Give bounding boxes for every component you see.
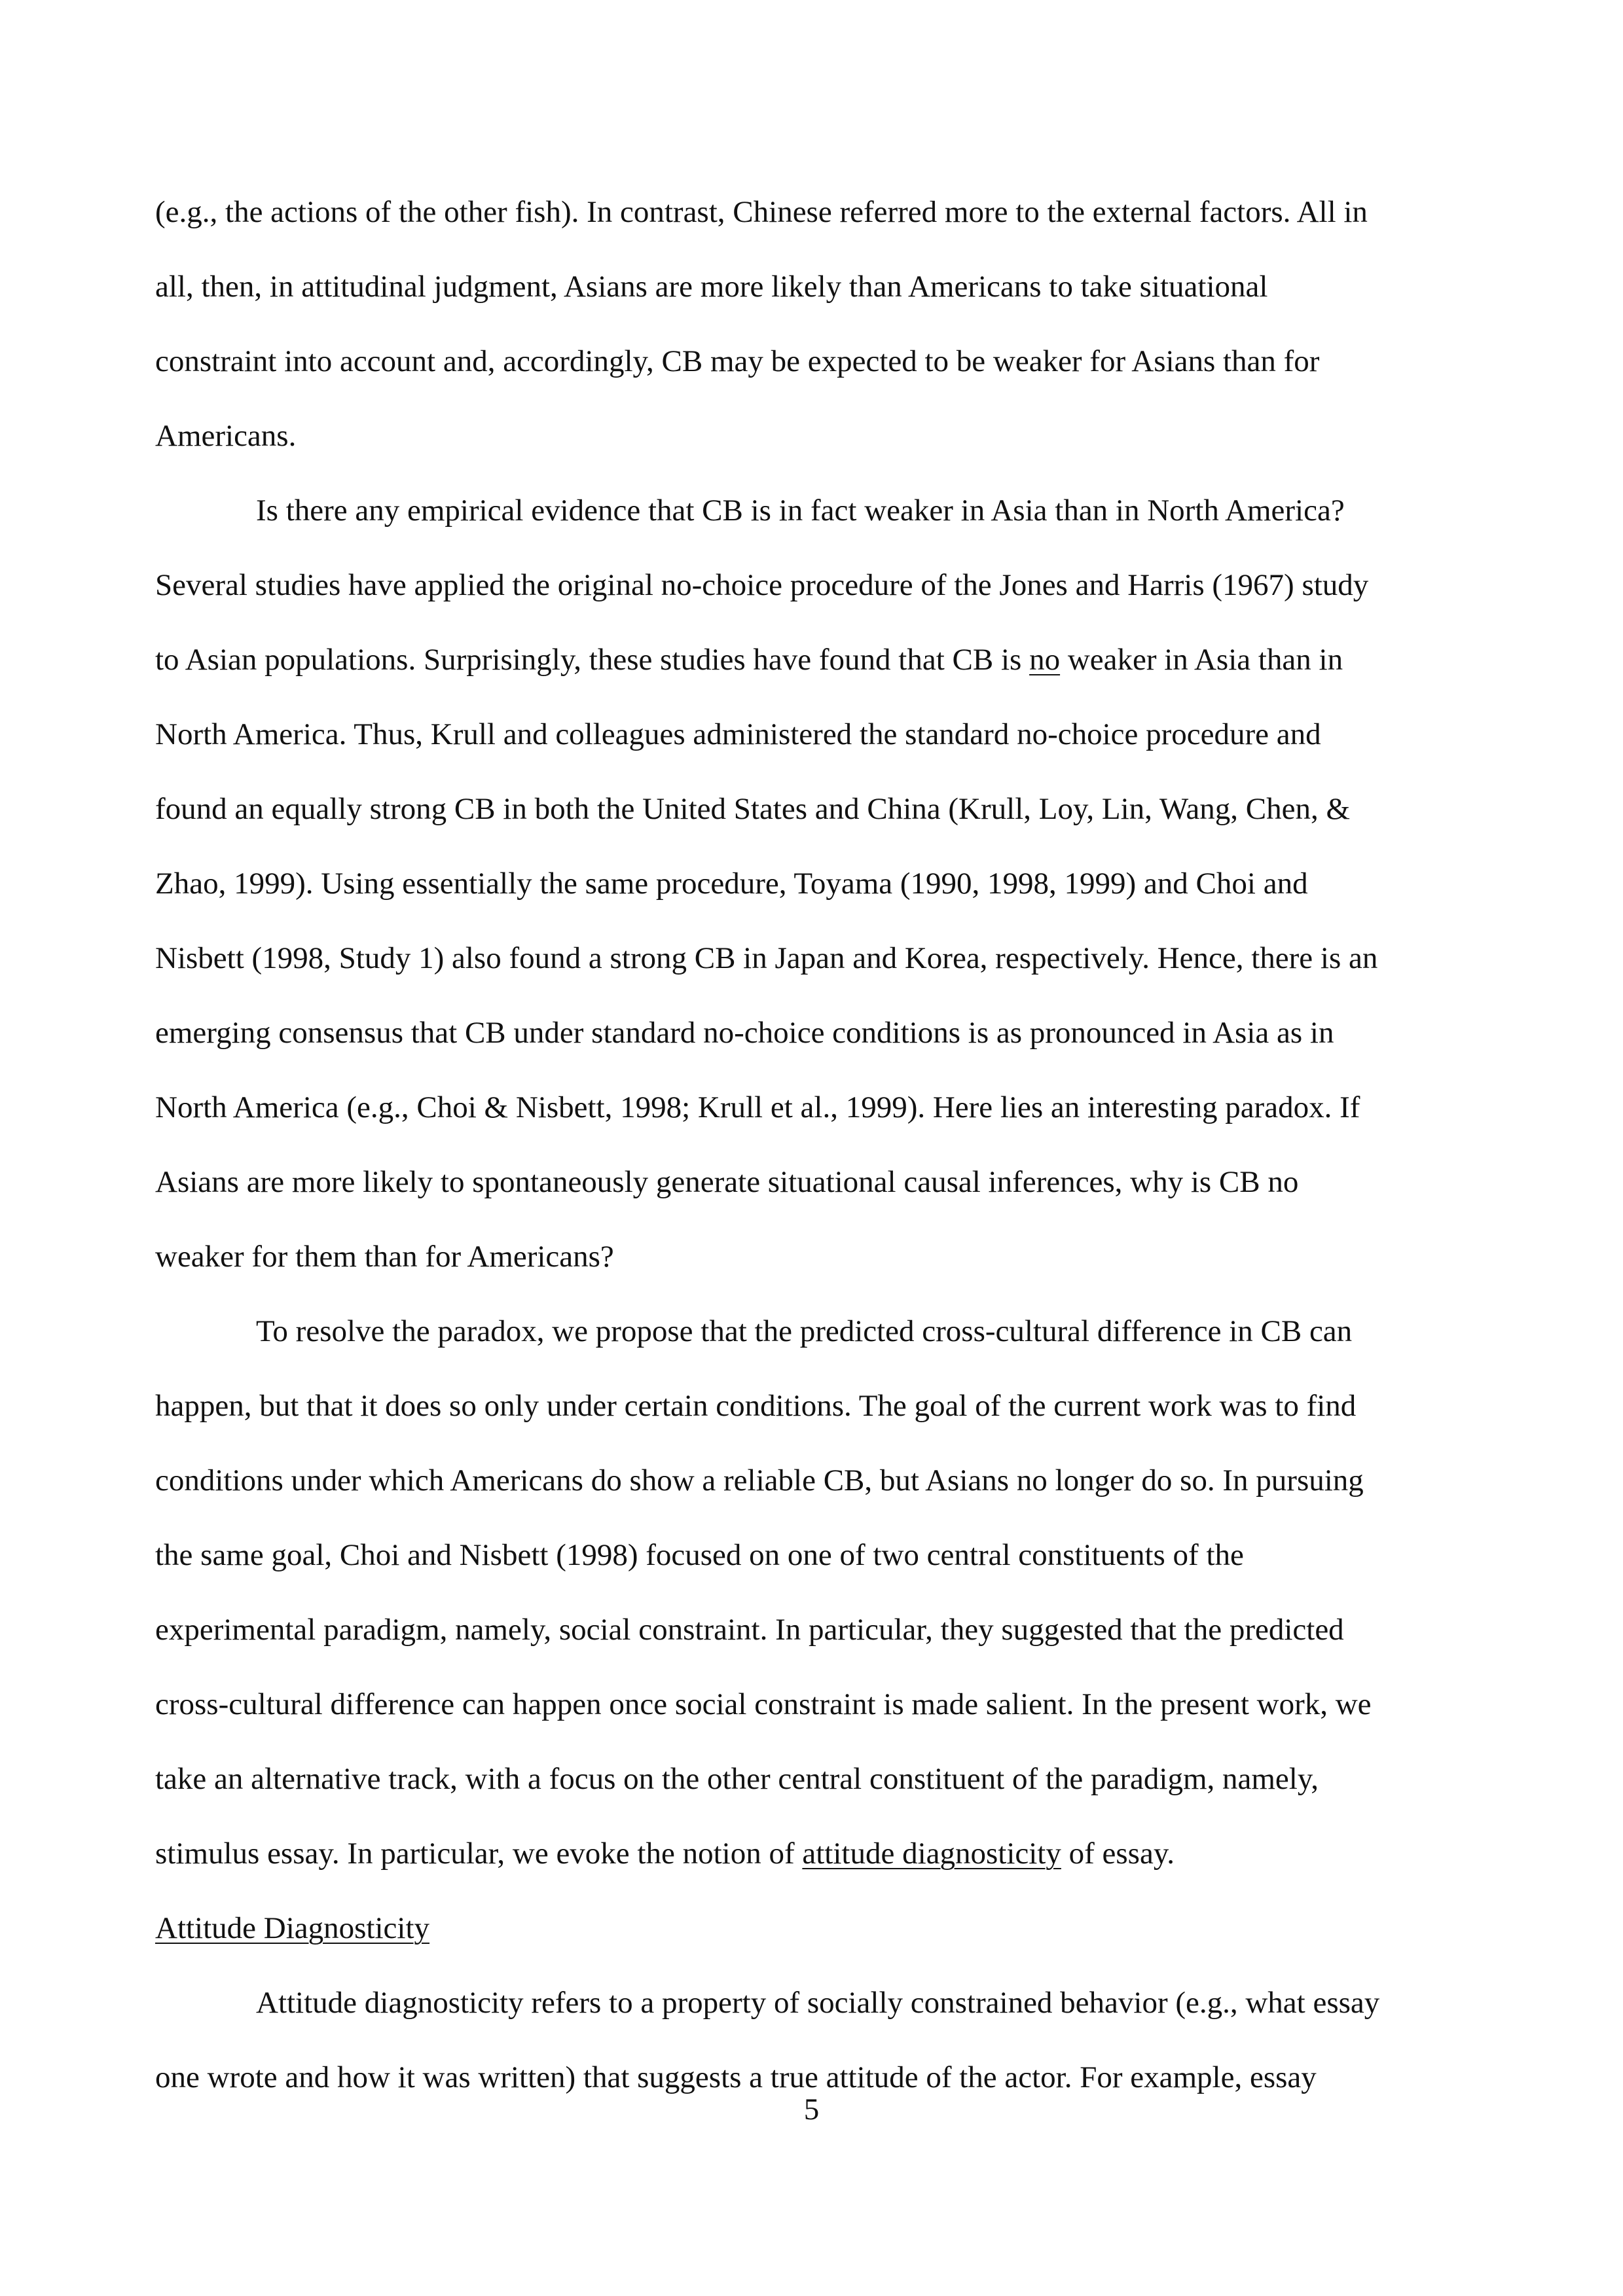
text-line: (e.g., the actions of the other fish). In contrast, Chinese referred more to the external factors. All in [155,195,1368,229]
section-heading [155,1910,429,1946]
text-segment: of essay. [1061,1837,1175,1871]
text-line: constraint into account and, accordingly, CB may be expected to be weaker for Asians than for [155,344,1320,378]
text-line [155,641,1343,678]
text-line: Nisbett (1998, Study 1) also found a strong CB in Japan and Korea, respectively. Hence, there is an [155,941,1378,975]
text-line: Attitude diagnosticity refers to a property of socially constrained behavior (e.g., what essay [256,1986,1380,2020]
text-line [155,1835,1175,1872]
text-line: experimental paradigm, namely, social constraint. In particular, they suggested that the predicted [155,1613,1344,1647]
text-line: Several studies have applied the original no-choice procedure of the Jones and Harris (1967) study [155,568,1369,602]
text-line: North America. Thus, Krull and colleagues administered the standard no-choice procedure and [155,717,1321,751]
text-segment: to Asian populations. Surprisingly, these studies have found that CB is [155,643,1030,677]
text-line: To resolve the paradox, we propose that the predicted cross-cultural difference in CB can [256,1314,1353,1348]
text-line: found an equally strong CB in both the United States and China (Krull, Loy, Lin, Wang, Chen, & [155,792,1351,826]
page-number: 5 [803,2092,820,2126]
text-line: the same goal, Choi and Nisbett (1998) focused on one of two central constituents of the [155,1538,1244,1572]
text-line: Asians are more likely to spontaneously generate situational causal inferences, why is CB no [155,1165,1299,1199]
text-line: happen, but that it does so only under certain conditions. The goal of the current work was to find [155,1389,1357,1423]
text-line: emerging consensus that CB under standard no-choice conditions is as pronounced in Asia as in [155,1016,1334,1050]
text-line: conditions under which Americans do show a reliable CB, but Asians no longer do so. In pursuing [155,1463,1364,1498]
text-line: take an alternative track, with a focus on the other central constituent of the paradigm, namely, [155,1762,1319,1796]
text-line: Zhao, 1999). Using essentially the same procedure, Toyama (1990, 1998, 1999) and Choi and [155,867,1308,901]
underlined-term: attitude diagnosticity [802,1837,1061,1871]
text-line: Is there any empirical evidence that CB is in fact weaker in Asia than in North America? [256,493,1345,528]
text-line: Americans. [155,419,297,453]
text-line: North America (e.g., Choi & Nisbett, 1998; Krull et al., 1999). Here lies an interesting paradox. If [155,1090,1360,1124]
text-line: cross-cultural difference can happen once social constraint is made salient. In the present work, we [155,1687,1372,1721]
section-heading-text: Attitude Diagnosticity [155,1911,430,1945]
text-line: one wrote and how it was written) that suggests a true attitude of the actor. For example, essay [155,2060,1317,2094]
text-segment: weaker in Asia than in [1060,643,1343,677]
underlined-emphasis: no [1029,643,1061,677]
text-segment: stimulus essay. In particular, we evoke the notion of [155,1837,803,1871]
text-line: weaker for them than for Americans? [155,1240,614,1274]
text-line: all, then, in attitudinal judgment, Asians are more likely than Americans to take situational [155,270,1268,304]
